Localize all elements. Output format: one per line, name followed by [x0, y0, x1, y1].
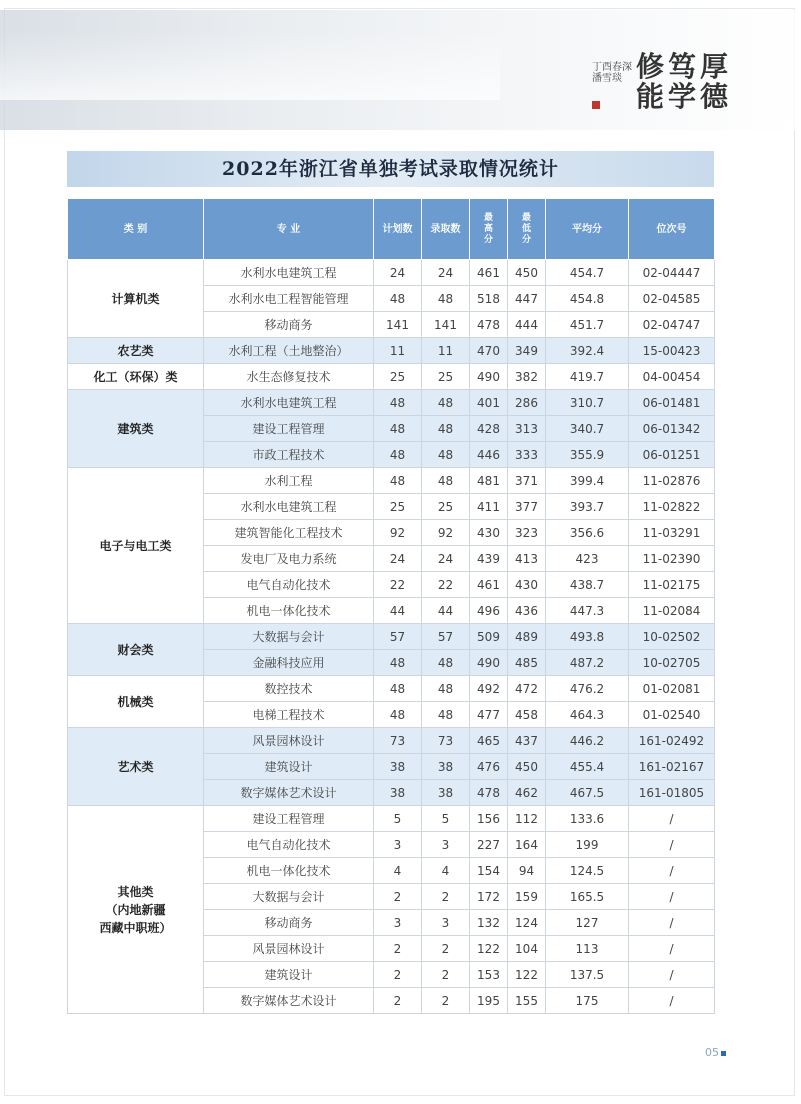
- major-cell: 水利水电建筑工程: [204, 494, 374, 520]
- admitted-cell: 2: [422, 936, 470, 962]
- header-plan: 计划数: [374, 199, 422, 260]
- admitted-cell: 3: [422, 910, 470, 936]
- min-score-cell: 112: [508, 806, 546, 832]
- category-cell: 电子与电工类: [68, 468, 204, 624]
- plan-cell: 48: [374, 468, 422, 494]
- admitted-cell: 48: [422, 416, 470, 442]
- rank-cell: 06-01251: [629, 442, 715, 468]
- plan-cell: 48: [374, 390, 422, 416]
- min-score-cell: 444: [508, 312, 546, 338]
- avg-score-cell: 165.5: [546, 884, 629, 910]
- major-cell: 水利工程: [204, 468, 374, 494]
- table-row: [68, 260, 715, 286]
- rank-cell: 01-02540: [629, 702, 715, 728]
- avg-score-cell: 423: [546, 546, 629, 572]
- min-score-cell: 436: [508, 598, 546, 624]
- avg-score-cell: 399.4: [546, 468, 629, 494]
- plan-cell: 25: [374, 364, 422, 390]
- rank-cell: /: [629, 910, 715, 936]
- max-score-cell: 153: [470, 962, 508, 988]
- admitted-cell: 2: [422, 884, 470, 910]
- rank-cell: /: [629, 962, 715, 988]
- plan-cell: 48: [374, 702, 422, 728]
- max-score-cell: 172: [470, 884, 508, 910]
- table-row: [68, 364, 715, 390]
- max-score-cell: 154: [470, 858, 508, 884]
- plan-cell: 11: [374, 338, 422, 364]
- rank-cell: 02-04585: [629, 286, 715, 312]
- plan-cell: 48: [374, 676, 422, 702]
- admitted-cell: 22: [422, 572, 470, 598]
- admitted-cell: 73: [422, 728, 470, 754]
- header-category: 类 别: [68, 199, 204, 260]
- table-body: [68, 260, 715, 1014]
- avg-score-cell: 454.7: [546, 260, 629, 286]
- avg-score-cell: 451.7: [546, 312, 629, 338]
- motto-char: 修: [636, 50, 665, 83]
- max-score-cell: 509: [470, 624, 508, 650]
- min-score-cell: 382: [508, 364, 546, 390]
- max-score-cell: 490: [470, 364, 508, 390]
- page-number: [705, 1046, 726, 1059]
- major-cell: 建设工程管理: [204, 416, 374, 442]
- major-cell: 建设工程管理: [204, 806, 374, 832]
- rank-cell: /: [629, 884, 715, 910]
- max-score-cell: 122: [470, 936, 508, 962]
- major-cell: 建筑设计: [204, 754, 374, 780]
- rank-cell: /: [629, 806, 715, 832]
- major-cell: 发电厂及电力系统: [204, 546, 374, 572]
- max-score-cell: 490: [470, 650, 508, 676]
- rank-cell: /: [629, 858, 715, 884]
- motto-char: 能: [636, 80, 665, 113]
- max-score-cell: 439: [470, 546, 508, 572]
- plan-cell: 3: [374, 910, 422, 936]
- max-score-cell: 477: [470, 702, 508, 728]
- avg-score-cell: 464.3: [546, 702, 629, 728]
- min-score-cell: 437: [508, 728, 546, 754]
- max-score-cell: 430: [470, 520, 508, 546]
- rank-cell: 02-04747: [629, 312, 715, 338]
- max-score-cell: 465: [470, 728, 508, 754]
- plan-cell: 5: [374, 806, 422, 832]
- admitted-cell: 141: [422, 312, 470, 338]
- header-fade: [0, 30, 500, 100]
- min-score-cell: 485: [508, 650, 546, 676]
- avg-score-cell: 124.5: [546, 858, 629, 884]
- avg-score-cell: 340.7: [546, 416, 629, 442]
- category-cell: 其他类 （内地新疆 西藏中职班）: [68, 806, 204, 1014]
- avg-score-cell: 113: [546, 936, 629, 962]
- admitted-cell: 4: [422, 858, 470, 884]
- min-score-cell: 458: [508, 702, 546, 728]
- avg-score-cell: 438.7: [546, 572, 629, 598]
- min-score-cell: 286: [508, 390, 546, 416]
- major-cell: 移动商务: [204, 312, 374, 338]
- rank-cell: 06-01342: [629, 416, 715, 442]
- min-score-cell: 349: [508, 338, 546, 364]
- max-score-cell: 461: [470, 572, 508, 598]
- avg-score-cell: 133.6: [546, 806, 629, 832]
- table-row: [68, 338, 715, 364]
- category-cell: 建筑类: [68, 390, 204, 468]
- min-score-cell: 489: [508, 624, 546, 650]
- plan-cell: 24: [374, 260, 422, 286]
- min-score-cell: 94: [508, 858, 546, 884]
- plan-cell: 2: [374, 962, 422, 988]
- admitted-cell: 48: [422, 650, 470, 676]
- avg-score-cell: 467.5: [546, 780, 629, 806]
- table-row: [68, 468, 715, 494]
- major-cell: 水利水电建筑工程: [204, 390, 374, 416]
- avg-score-cell: 393.7: [546, 494, 629, 520]
- admitted-cell: 24: [422, 546, 470, 572]
- rank-cell: 161-01805: [629, 780, 715, 806]
- admitted-cell: 48: [422, 676, 470, 702]
- major-cell: 电气自动化技术: [204, 572, 374, 598]
- avg-score-cell: 493.8: [546, 624, 629, 650]
- rank-cell: 11-02390: [629, 546, 715, 572]
- admitted-cell: 25: [422, 364, 470, 390]
- avg-score-cell: 355.9: [546, 442, 629, 468]
- max-score-cell: 227: [470, 832, 508, 858]
- max-score-cell: 492: [470, 676, 508, 702]
- plan-cell: 2: [374, 884, 422, 910]
- major-cell: 水生态修复技术: [204, 364, 374, 390]
- plan-cell: 48: [374, 416, 422, 442]
- admitted-cell: 48: [422, 286, 470, 312]
- major-cell: 电气自动化技术: [204, 832, 374, 858]
- min-score-cell: 313: [508, 416, 546, 442]
- major-cell: 风景园林设计: [204, 728, 374, 754]
- rank-cell: /: [629, 988, 715, 1014]
- rank-cell: 01-02081: [629, 676, 715, 702]
- table-row: [68, 390, 715, 416]
- admitted-cell: 3: [422, 832, 470, 858]
- admitted-cell: 48: [422, 442, 470, 468]
- max-score-cell: 446: [470, 442, 508, 468]
- header-max-text: 最高分: [483, 212, 493, 245]
- header-admitted: 录取数: [422, 199, 470, 260]
- major-cell: 风景园林设计: [204, 936, 374, 962]
- motto-calligraphy: [592, 50, 732, 116]
- max-score-cell: 478: [470, 312, 508, 338]
- rank-cell: 11-02175: [629, 572, 715, 598]
- header-min-text: 最低分: [521, 212, 531, 245]
- admitted-cell: 11: [422, 338, 470, 364]
- max-score-cell: 401: [470, 390, 508, 416]
- rank-cell: 11-03291: [629, 520, 715, 546]
- min-score-cell: 164: [508, 832, 546, 858]
- category-cell: 计算机类: [68, 260, 204, 338]
- major-cell: 水利工程（土地整治）: [204, 338, 374, 364]
- avg-score-cell: 175: [546, 988, 629, 1014]
- page-marker-icon: [721, 1051, 726, 1056]
- avg-score-cell: 137.5: [546, 962, 629, 988]
- motto-char: 厚: [700, 50, 729, 83]
- plan-cell: 48: [374, 442, 422, 468]
- page-title: 2022年浙江省单独考试录取情况统计: [222, 158, 559, 180]
- avg-score-cell: 127: [546, 910, 629, 936]
- min-score-cell: 323: [508, 520, 546, 546]
- title-bar: [67, 151, 714, 187]
- major-cell: 数控技术: [204, 676, 374, 702]
- category-cell: 机械类: [68, 676, 204, 728]
- min-score-cell: 430: [508, 572, 546, 598]
- motto-char: 德: [700, 80, 729, 113]
- rank-cell: 06-01481: [629, 390, 715, 416]
- plan-cell: 48: [374, 650, 422, 676]
- avg-score-cell: 476.2: [546, 676, 629, 702]
- min-score-cell: 122: [508, 962, 546, 988]
- max-score-cell: 428: [470, 416, 508, 442]
- header-min-score: [508, 199, 546, 260]
- rank-cell: 11-02084: [629, 598, 715, 624]
- avg-score-cell: 454.8: [546, 286, 629, 312]
- min-score-cell: 447: [508, 286, 546, 312]
- plan-cell: 25: [374, 494, 422, 520]
- header-major: 专 业: [204, 199, 374, 260]
- min-score-cell: 472: [508, 676, 546, 702]
- table-row: [68, 676, 715, 702]
- category-cell: 农艺类: [68, 338, 204, 364]
- major-cell: 机电一体化技术: [204, 858, 374, 884]
- rank-cell: /: [629, 936, 715, 962]
- min-score-cell: 371: [508, 468, 546, 494]
- rank-cell: 10-02705: [629, 650, 715, 676]
- avg-score-cell: 447.3: [546, 598, 629, 624]
- major-cell: 机电一体化技术: [204, 598, 374, 624]
- admitted-cell: 25: [422, 494, 470, 520]
- category-cell: 艺术类: [68, 728, 204, 806]
- motto-signature: 丁酉春深 潘雪琰: [592, 62, 632, 84]
- avg-score-cell: 446.2: [546, 728, 629, 754]
- major-cell: 数字媒体艺术设计: [204, 780, 374, 806]
- major-cell: 移动商务: [204, 910, 374, 936]
- admitted-cell: 44: [422, 598, 470, 624]
- major-cell: 电梯工程技术: [204, 702, 374, 728]
- major-cell: 金融科技应用: [204, 650, 374, 676]
- min-score-cell: 333: [508, 442, 546, 468]
- plan-cell: 48: [374, 286, 422, 312]
- admitted-cell: 24: [422, 260, 470, 286]
- min-score-cell: 155: [508, 988, 546, 1014]
- plan-cell: 2: [374, 988, 422, 1014]
- min-score-cell: 413: [508, 546, 546, 572]
- major-cell: 大数据与会计: [204, 624, 374, 650]
- avg-score-cell: 199: [546, 832, 629, 858]
- major-cell: 数字媒体艺术设计: [204, 988, 374, 1014]
- min-score-cell: 124: [508, 910, 546, 936]
- max-score-cell: 461: [470, 260, 508, 286]
- min-score-cell: 450: [508, 260, 546, 286]
- admitted-cell: 38: [422, 754, 470, 780]
- admitted-cell: 2: [422, 962, 470, 988]
- admitted-cell: 48: [422, 390, 470, 416]
- max-score-cell: 476: [470, 754, 508, 780]
- admitted-cell: 5: [422, 806, 470, 832]
- rank-cell: 161-02167: [629, 754, 715, 780]
- plan-cell: 4: [374, 858, 422, 884]
- min-score-cell: 450: [508, 754, 546, 780]
- major-cell: 市政工程技术: [204, 442, 374, 468]
- rank-cell: 11-02876: [629, 468, 715, 494]
- rank-cell: 161-02492: [629, 728, 715, 754]
- min-score-cell: 159: [508, 884, 546, 910]
- major-cell: 水利水电工程智能管理: [204, 286, 374, 312]
- table-row: [68, 624, 715, 650]
- avg-score-cell: 419.7: [546, 364, 629, 390]
- max-score-cell: 470: [470, 338, 508, 364]
- category-cell: 财会类: [68, 624, 204, 676]
- plan-cell: 24: [374, 546, 422, 572]
- avg-score-cell: 356.6: [546, 520, 629, 546]
- motto-char: 学: [668, 80, 697, 113]
- table-row: [68, 806, 715, 832]
- plan-cell: 2: [374, 936, 422, 962]
- major-cell: 建筑设计: [204, 962, 374, 988]
- min-score-cell: 104: [508, 936, 546, 962]
- header-avg-score: 平均分: [546, 199, 629, 260]
- plan-cell: 44: [374, 598, 422, 624]
- table-row: [68, 728, 715, 754]
- rank-cell: 04-00454: [629, 364, 715, 390]
- rank-cell: 02-04447: [629, 260, 715, 286]
- plan-cell: 38: [374, 780, 422, 806]
- max-score-cell: 496: [470, 598, 508, 624]
- plan-cell: 73: [374, 728, 422, 754]
- admitted-cell: 48: [422, 468, 470, 494]
- header-rank: 位次号: [629, 199, 715, 260]
- admitted-cell: 92: [422, 520, 470, 546]
- admitted-cell: 57: [422, 624, 470, 650]
- max-score-cell: 156: [470, 806, 508, 832]
- max-score-cell: 478: [470, 780, 508, 806]
- max-score-cell: 518: [470, 286, 508, 312]
- avg-score-cell: 455.4: [546, 754, 629, 780]
- rank-cell: 11-02822: [629, 494, 715, 520]
- category-cell: 化工（环保）类: [68, 364, 204, 390]
- seal-stamp: [592, 101, 600, 109]
- plan-cell: 57: [374, 624, 422, 650]
- avg-score-cell: 392.4: [546, 338, 629, 364]
- major-cell: 大数据与会计: [204, 884, 374, 910]
- admitted-cell: 38: [422, 780, 470, 806]
- min-score-cell: 462: [508, 780, 546, 806]
- min-score-cell: 377: [508, 494, 546, 520]
- avg-score-cell: 310.7: [546, 390, 629, 416]
- admission-table: [67, 198, 715, 1014]
- max-score-cell: 195: [470, 988, 508, 1014]
- major-cell: 建筑智能化工程技术: [204, 520, 374, 546]
- plan-cell: 22: [374, 572, 422, 598]
- rank-cell: /: [629, 832, 715, 858]
- plan-cell: 92: [374, 520, 422, 546]
- plan-cell: 38: [374, 754, 422, 780]
- major-cell: 水利水电建筑工程: [204, 260, 374, 286]
- rank-cell: 10-02502: [629, 624, 715, 650]
- max-score-cell: 481: [470, 468, 508, 494]
- header-max-score: [470, 199, 508, 260]
- max-score-cell: 132: [470, 910, 508, 936]
- max-score-cell: 411: [470, 494, 508, 520]
- page-number-text: 05: [705, 1046, 719, 1059]
- admitted-cell: 2: [422, 988, 470, 1014]
- motto-char: 笃: [668, 50, 697, 83]
- plan-cell: 3: [374, 832, 422, 858]
- rank-cell: 15-00423: [629, 338, 715, 364]
- admitted-cell: 48: [422, 702, 470, 728]
- table-header-row: [68, 199, 715, 260]
- avg-score-cell: 487.2: [546, 650, 629, 676]
- plan-cell: 141: [374, 312, 422, 338]
